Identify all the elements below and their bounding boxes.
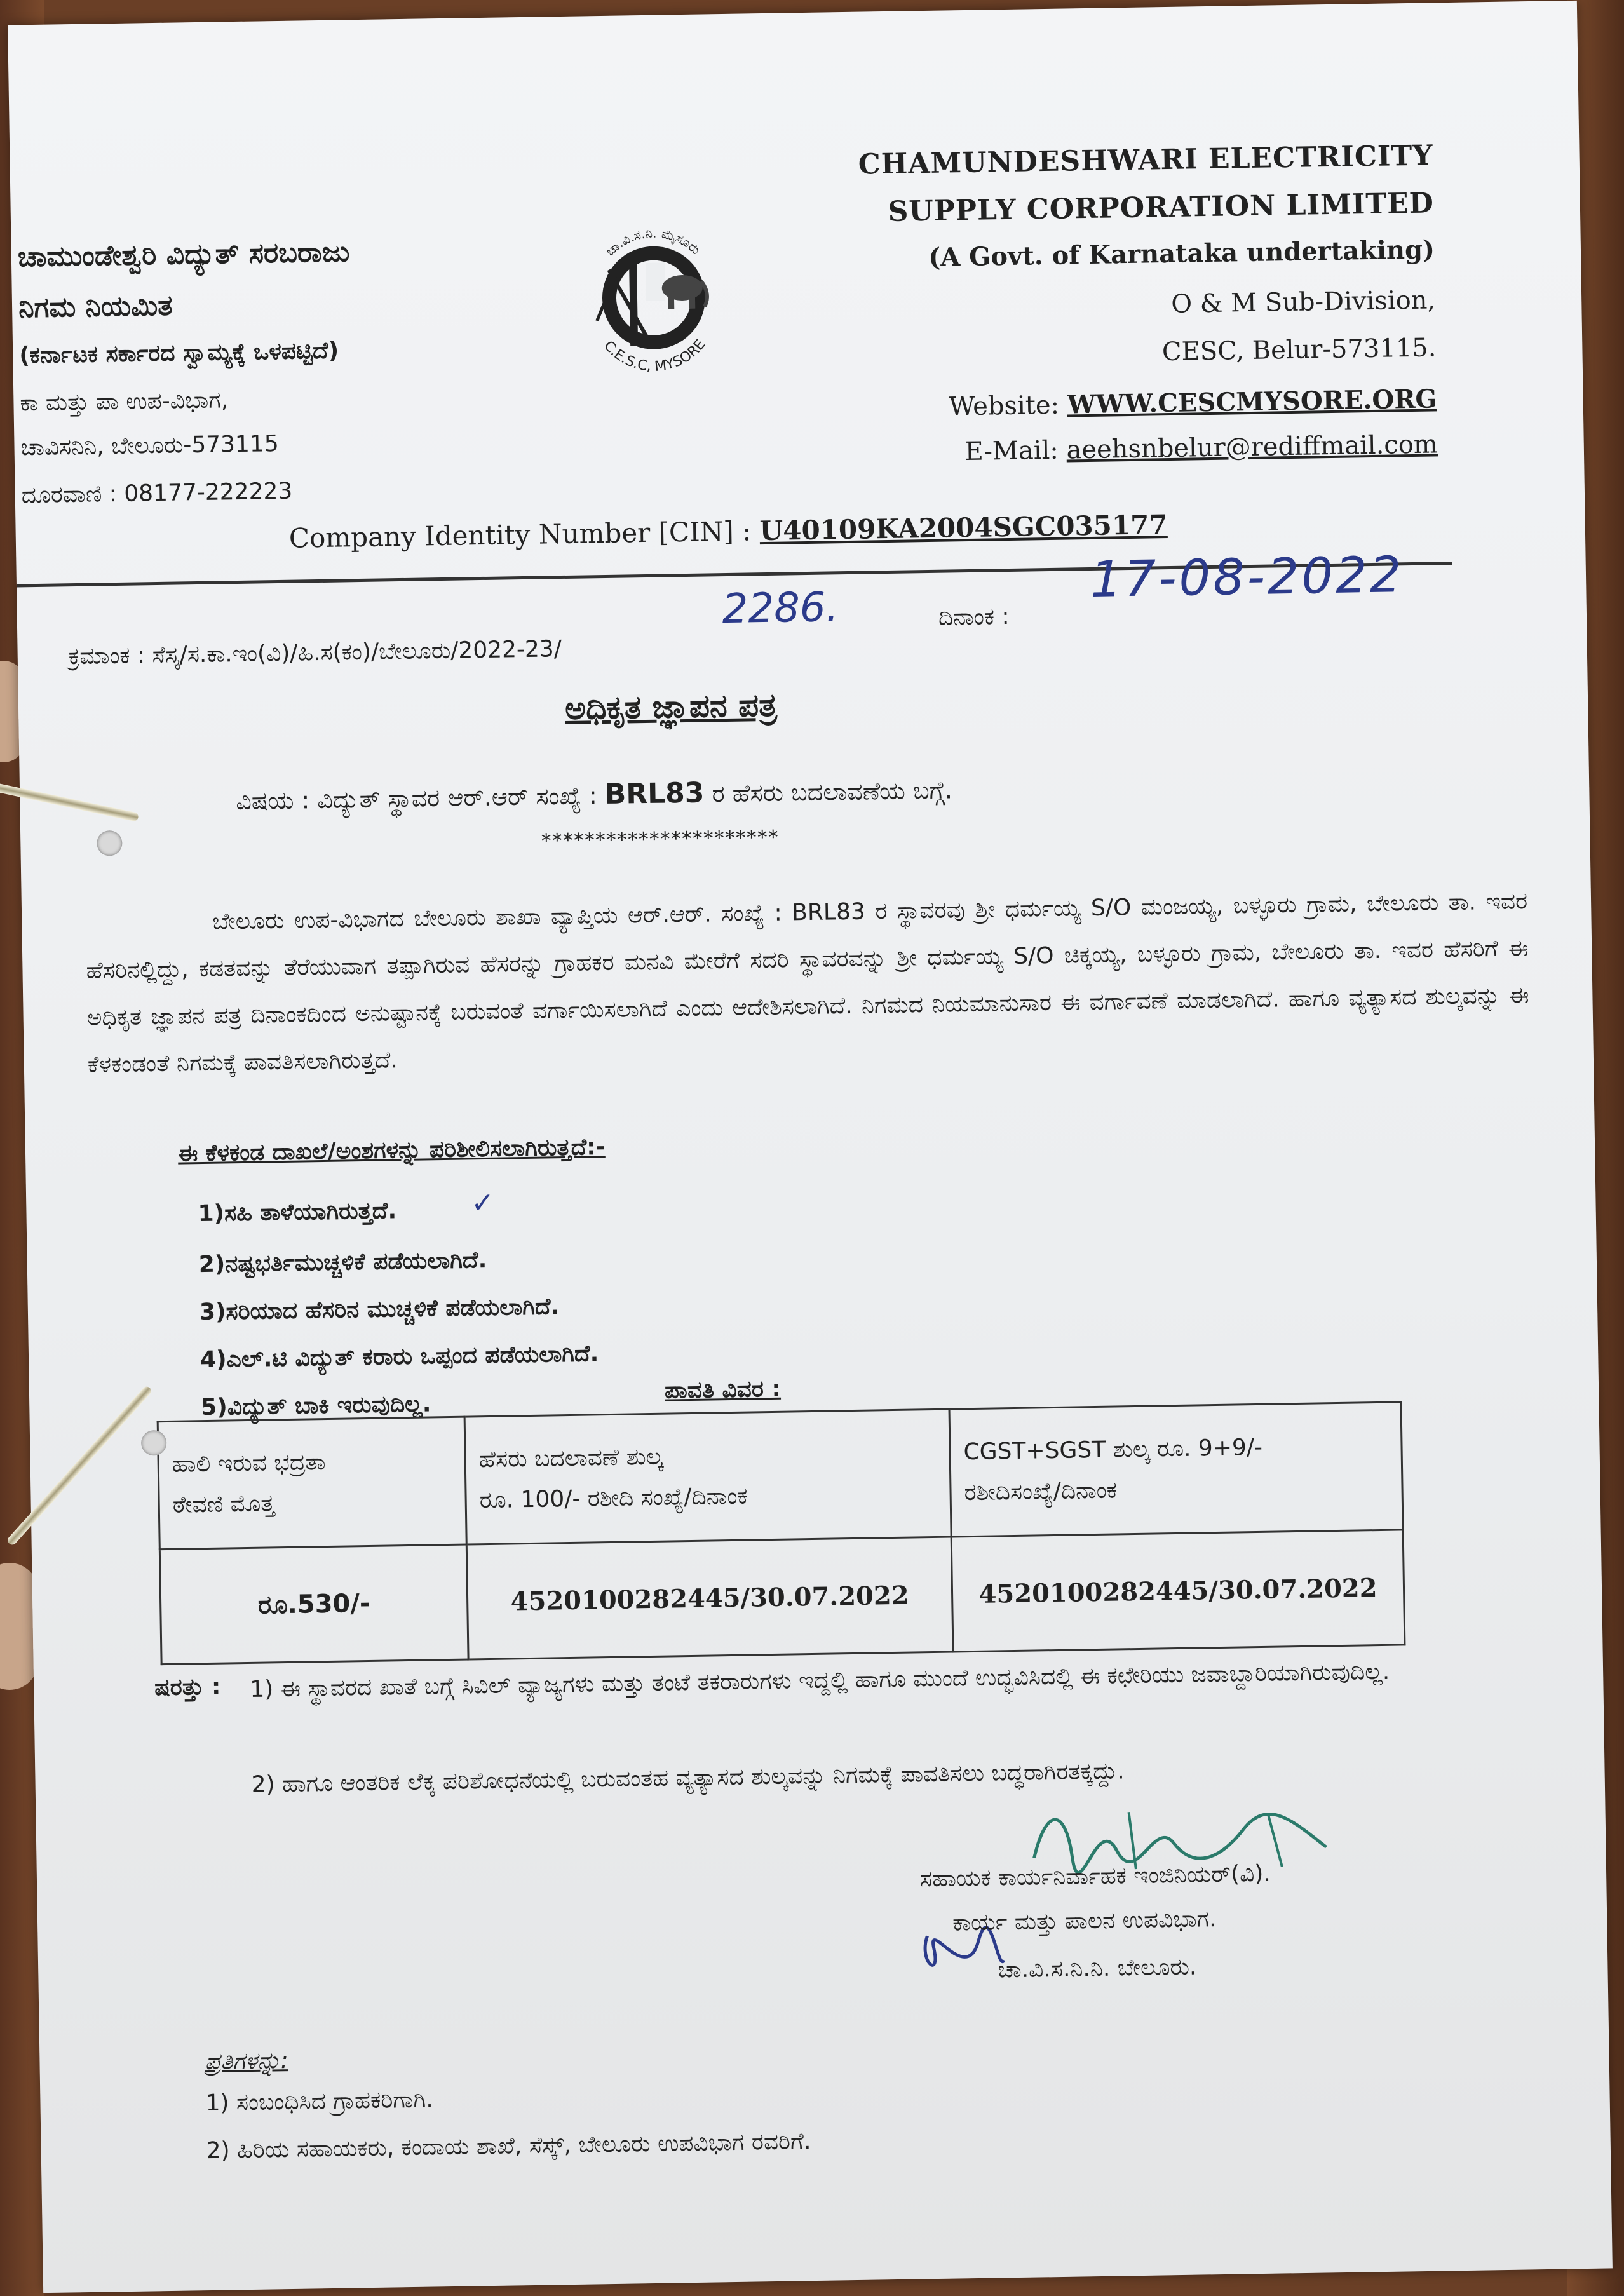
checklist-item: 5)ವಿದ್ಯುತ್ ಬಾಕಿ ಇರುವುದಿಲ್ಲ. [201,1391,431,1421]
document-title: ಅಧಿಕೃತ ಜ್ಞಾಪನ ಪತ್ರ [564,686,778,727]
org-govt-en: (A Govt. of Karnataka undertaking) [928,234,1435,273]
org-govt-kn: (ಕರ್ನಾಟಕ ಸರ್ಕಾರದ ಸ್ವಾಮ್ಯಕ್ಕೆ ಒಳಪಟ್ಟಿದೆ) [18,337,339,369]
signatory-designation: ಸಹಾಯಕ ಕಾರ್ಯನಿರ್ವಾಹಕ ಇಂಜಿನಿಯರ್(ವಿ). [919,1860,1271,1893]
logo-top-text: ಚಾ.ವಿ.ಸ.ನಿ. ಮೈಸೂರು [602,225,704,259]
cin-line [288,509,1167,554]
org-phone-kn: ದೂರವಾಣಿ : 08177-222223 [21,478,293,509]
cesc-elephant-logo-icon [570,211,738,379]
signatory-subdivision: ಕಾರ್ಯ ಮತ್ತು ಪಾಲನ ಉಪವಿಭಾಗ. [952,1906,1217,1936]
tick-mark-icon: ✓ [470,1186,495,1220]
punch-hole [97,830,123,856]
website-line [949,384,1437,421]
condition-item: 2) ಹಾಗೂ ಆಂತರಿಕ ಲೆಕ್ಕ ಪರಿಶೋಧನೆಯಲ್ಲಿ ಬರುವಂತಹ ವ್ಯತ್ಯಾಸದ ಶುಲ್ಕವನ್ನು ನಿಗಮಕ್ಕೆ ಪಾವತಿಸಲು ಬದ್ಧರಾಗಿರತಕ್ಕದ್ದು. [251,1758,1125,1798]
checklist-item: 2)ನಷ್ಟಭರ್ತಿಮುಚ್ಚಳಿಕೆ ಪಡೆಯಲಾಗಿದೆ. [198,1247,487,1278]
gst-receipt: 4520100282445/30.07.2022 [951,1530,1405,1652]
subject-suffix: ರ ಹೆಸರು ಬದಲಾವಣೆಯ ಬಗ್ಗೆ. [704,776,953,808]
copy-item: 2) ಹಿರಿಯ ಸಹಾಯಕರು, ಕಂದಾಯ ಶಾಖೆ, ಸೆಸ್ಕ್, ಬೇಲೂರು ಉಪವಿಭಾಗ ರವರಿಗೆ. [206,2128,811,2164]
cin-label: Company Identity Number [CIN] : [288,515,761,554]
org-subdiv-en: O & M Sub-Division, [1170,285,1436,319]
website-label: Website: [948,390,1068,422]
table-row [159,1530,1405,1665]
org-name-en-1: CHAMUNDESHWARI ELECTRICITY [858,139,1434,181]
cin-value: U40109KA2004SGC035177 [759,509,1168,547]
email-link[interactable]: aeehsnbelur@rediffmail.com [1066,429,1438,465]
table-row [158,1402,1403,1550]
conditions-label: ಷರತ್ತು : [154,1673,221,1701]
org-address-kn: ಚಾವಿಸನಿನಿ, ಬೇಲೂರು-573115 [20,431,279,461]
org-address-en: CESC, Belur-573115. [1161,333,1437,367]
checklist-item: 4)ಎಲ್.ಟಿ ವಿದ್ಯುತ್ ಕರಾರು ಒಪ್ಪಂದ ಪಡೆಯಲಾಗಿದೆ. [200,1340,599,1374]
copies-heading: ಪ್ರತಿಗಳನ್ನು: [205,2048,289,2076]
org-name-kn-2: ನಿಗಮ ನಿಯಮಿತ [18,289,173,325]
org-subdiv-kn: ಕಾ ಮತ್ತು ಪಾ ಉಪ-ವಿಭಾಗ, [20,387,229,417]
checklist-heading: ಈ ಕೆಳಕಂಡ ದಾಖಲೆ/ಅಂಶಗಳನ್ನು ಪರಿಶೀಲಿಸಲಾಗಿರುತ್ತದೆ:- [177,1134,606,1167]
copy-item: 1) ಸಂಬಂಧಿಸಿದ ಗ್ರಾಹಕರಿಗಾಗಿ. [205,2086,433,2117]
payment-title: ಪಾವತಿ ವಿವರ : [664,1375,782,1404]
signatory-office: ಚಾ.ವಿ.ಸ.ನಿ.ನಿ. ಬೇಲೂರು. [998,1954,1197,1983]
date-label: ದಿನಾಂಕ : [938,603,1010,631]
subject-rr-number: BRL83 [604,776,705,811]
header-gst-fee: CGST+SGST ಶುಲ್ಕ ರೂ. 9+9/- ರಶೀದಿಸಂಖ್ಯೆ/ದಿನಾಂಕ [949,1402,1403,1537]
email-label: E-Mail: [964,435,1067,467]
reference-label: ಕ್ರಮಾಂಕ : ಸೆಸ್ಕ/ಸ.ಕಾ.ಇಂ(ವಿ)/ಹಿ.ಸ(ಕಂ)/ಬೇಲೂರು/2022-23/ [68,636,562,670]
document-sheet [8,1,1613,2293]
header-name-change-fee: ಹೆಸರು ಬದಲಾವಣೆ ಶುಲ್ಕ ರೂ. 100/- ರಶೀದಿ ಸಂಖ್ಯೆ/ದಿನಾಂಕ [464,1409,951,1544]
checklist-item: 3)ಸರಿಯಾದ ಹೆಸರಿನ ಮುಚ್ಚಳಿಕೆ ಪಡೆಯಲಾಗಿದೆ. [199,1293,560,1326]
payment-table [157,1401,1406,1665]
condition-item: 1) ಈ ಸ್ಥಾವರದ ಖಾತೆ ಬಗ್ಗೆ ಸಿವಿಲ್ ವ್ಯಾಜ್ಯಗಳು ಮತ್ತು ತಂಟೆ ತಕರಾರುಗಳು ಇದ್ದಲ್ಲಿ ಹಾಗೂ ಮುಂದೆ ಉದ್ಭವಿಸಿದಲ್ಲಿ ಈ ಕಛೇರಿಯು ಜವಾಬ್ದಾರಿಯಾಗಿರುವುದಿಲ್ಲ. [249,1658,1390,1703]
name-change-receipt: 4520100282445/30.07.2022 [466,1537,953,1659]
subject-line [236,773,952,816]
email-line [964,429,1438,466]
checklist-item: 1)ಸಹಿ ತಾಳೆಯಾಗಿರುತ್ತದೆ. [198,1198,397,1227]
security-deposit-value: ರೂ.530/- [159,1544,468,1665]
date-handwritten: 17-08-2022 [1090,546,1405,609]
header-security-deposit: ಹಾಲಿ ಇರುವ ಭದ್ರತಾ ಠೇವಣಿ ಮೊತ್ತ [158,1417,466,1550]
logo-bottom-text: C.E.S.C, MYSORE [600,336,709,375]
org-name-en-2: SUPPLY CORPORATION LIMITED [888,187,1435,228]
subject-stars: ********************** [541,826,780,853]
website-link[interactable]: WWW.CESCMYSORE.ORG [1067,384,1438,420]
body-paragraph: ಬೇಲೂರು ಉಪ-ವಿಭಾಗದ ಬೇಲೂರು ಶಾಖಾ ವ್ಯಾಪ್ತಿಯ ಆರ್.ಆರ್. ಸಂಖ್ಯೆ : BRL83 ರ ಸ್ಥಾವರವು ಶ್ರೀ ಧರ್ಮಯ್ಯ S/O ಮಂಜಯ್ಯ, ಬಳ್ಳೂರು ಗ್ರಾಮ, ಬೇಲೂರು ತಾ. ಇವರ ಹೆಸರಿನಲ್ಲಿದ್ದು, ಕಡತವನ್ನು ತೆರೆಯುವಾಗ ತಪ್ಪಾಗಿರುವ ಹೆಸರನ್ನು ಗ್ರಾಹಕರ ಮನವಿ ಮೇರೆಗೆ ಸದರಿ ಸ್ಥಾವರವನ್ನು ಶ್ರೀ ಧರ್ಮಯ್ಯ S/O ಚಿಕ್ಕಯ್ಯ, ಬಳ್ಳೂರು ಗ್ರಾಮ, ಬೇಲೂರು ತಾ. ಇವರ ಹೆಸರಿಗೆ ಈ ಅಧಿಕೃತ ಜ್ಞಾಪನ ಪತ್ರ ದಿನಾಂಕದಿಂದ ಅನುಷ್ಟಾನಕ್ಕೆ ಬರುವಂತೆ ವರ್ಗಾಯಿಸಲಾಗಿದೆ ಎಂದು ಆದೇಶಿಸಲಾಗಿದೆ. ನಿಗಮದ ನಿಯಮಾನುಸಾರ ಈ ವರ್ಗಾವಣೆ ಮಾಡಲಾಗಿದೆ. ಹಾಗೂ ವ್ಯತ್ಯಾಸದ ಶುಲ್ಕವನ್ನು ಈ ಕೆಳಕಂಡಂತೆ ನಿಗಮಕ್ಕೆ ಪಾವತಿಸಲಾಗಿರುತ್ತದೆ. [86,888,1529,1078]
reference-number-handwritten: 2286. [722,584,839,633]
subject-prefix: ವಿಷಯ : ವಿದ್ಯುತ್ ಸ್ಥಾವರ ಆರ್.ಆರ್ ಸಂಖ್ಯೆ : [236,781,606,816]
org-name-kn-1: ಚಾಮುಂಡೇಶ್ವರಿ ವಿದ್ಯುತ್ ಸರಬರಾಜು [17,236,350,274]
